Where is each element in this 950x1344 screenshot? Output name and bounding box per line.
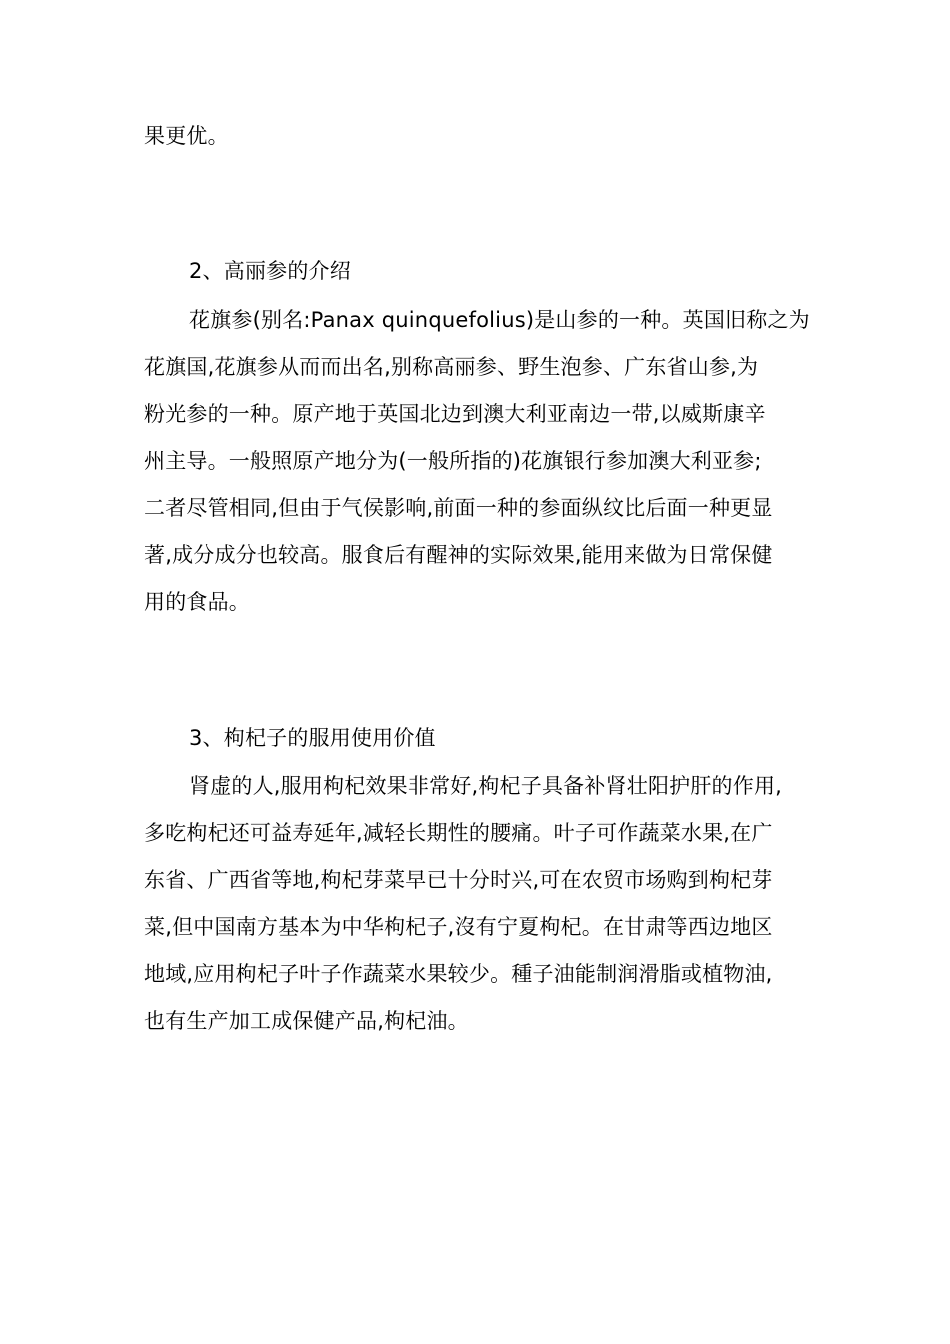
- section-3-line-6: 也有生产加工成保健产品,枸杞油。: [144, 1009, 469, 1033]
- section-3-line-5: 地域,应用枸杞子叶子作蔬菜水果较少。種子油能制润滑脂或植物油,: [144, 962, 773, 986]
- section-2-line-6: 著,成分成分也较高。服食后有醒神的实际效果,能用来做为日常保健: [144, 543, 773, 567]
- section-3-line-1: 肾虚的人,服用枸杞效果非常好,枸杞子具备补肾壮阳护肝的作用,: [189, 774, 783, 798]
- section-3-line-4: 菜,但中国南方基本为中华枸杞子,沒有宁夏枸杞。在甘肃等西边地区: [144, 915, 773, 939]
- paragraph-tail: 果更优。: [144, 124, 229, 148]
- section-2-line-1: 花旗参(别名:Panax quinquefolius)是山参的一种。英国旧称之为: [189, 308, 810, 332]
- section-3-line-2: 多吃枸杞还可益寿延年,减轻长期性的腰痛。叶子可作蔬菜水果,在广: [144, 821, 773, 845]
- section-2-line-7: 用的食品。: [144, 590, 250, 614]
- section-2-line-2: 花旗国,花旗参从而而出名,别称高丽参、野生泡参、广东省山参,为: [144, 355, 759, 379]
- section-3-line-3: 东省、广西省等地,枸杞芽菜早已十分时兴,可在农贸市场购到枸杞芽: [144, 868, 773, 892]
- section-2-heading: 2、高丽参的介绍: [189, 259, 351, 283]
- section-2-line-3: 粉光参的一种。原产地于英国北边到澳大利亚南边一带,以威斯康辛: [144, 402, 766, 426]
- section-2-line-5: 二者尽管相同,但由于气侯影响,前面一种的参面纵纹比后面一种更显: [144, 496, 773, 520]
- section-3-heading: 3、枸杞子的服用使用价值: [189, 726, 436, 750]
- section-2-line-4: 州主导。一般照原产地分为(一般所指的)花旗银行参加澳大利亚参;: [144, 449, 762, 473]
